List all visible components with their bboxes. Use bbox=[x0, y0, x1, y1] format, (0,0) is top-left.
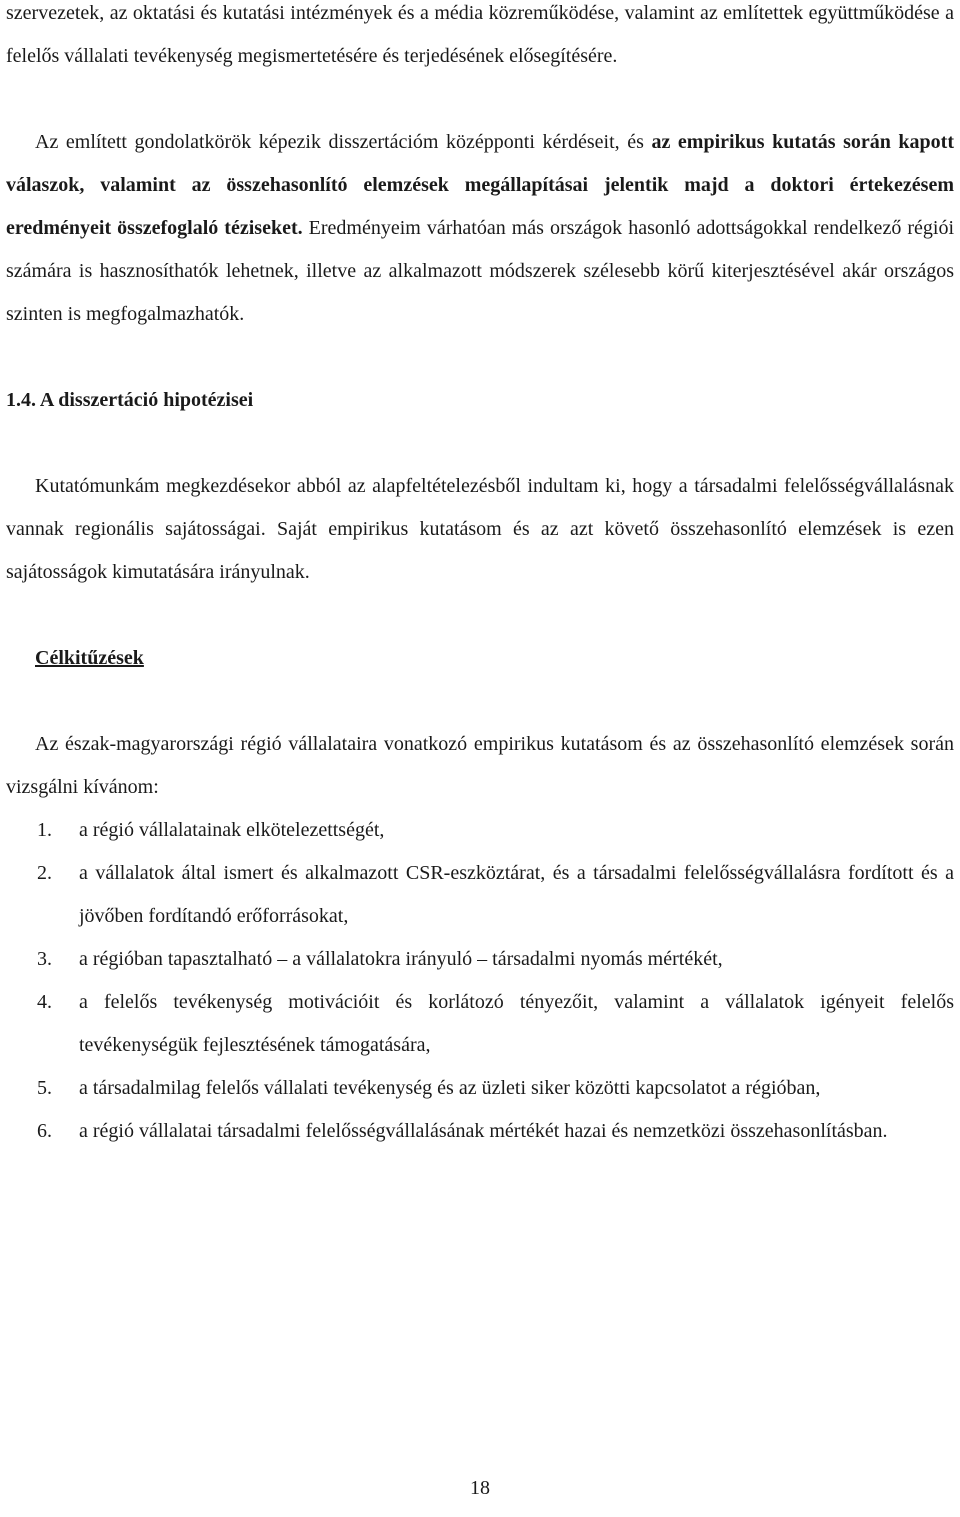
paragraph-hypothesis: Kutatómunkám megkezdésekor abból az alapfeltételezésből indultam ki, hogy a társadalmi felelősségvállalásnak vannak regionális sajátosságai. Saját empirikus kutatásom és az azt követő összehasonlító elemzések is ezen sajátosságok kimutatására irányulnak. bbox=[6, 475, 954, 583]
list-item-text: a felelős tevékenység motivációit és korlátozó tényezőit, valamint a vállalatok igényeit felelős tevékenységük fejlesztésének támogatására, bbox=[79, 991, 954, 1056]
paragraph-text-start: Az említett gondolatkörök képezik disszertációm középponti kérdéseit, és bbox=[35, 131, 652, 153]
list-item bbox=[6, 809, 954, 852]
list-item-text: a régió vállalatainak elkötelezettségét, bbox=[79, 819, 385, 841]
list-item-number: 1. bbox=[37, 819, 52, 841]
section-heading: 1.4. A disszertáció hipotézisei bbox=[6, 389, 254, 411]
list-item bbox=[6, 981, 954, 1067]
list-item-number: 6. bbox=[37, 1120, 52, 1142]
list-item-number: 3. bbox=[37, 948, 52, 970]
list-item bbox=[6, 938, 954, 981]
paragraph-bold-thesis: az empirikus kutatás során kapott válaszok, valamint az összehasonlító elemzések megállapításai jelentik majd a doktori értekezésem eredményeit összefoglaló téziseket. bbox=[6, 131, 954, 239]
list-item-text: a társadalmilag felelős vállalati tevékenység és az üzleti siker közötti kapcsolatot a régióban, bbox=[79, 1077, 821, 1099]
paragraph-research-summary bbox=[6, 121, 954, 336]
paragraph-intro-continuation: szervezetek, az oktatási és kutatási intézmények és a média közreműködése, valamint az említettek együttműködése a felelős vállalati tevékenység megismertetésére és terjedésének elősegítésére. bbox=[6, 2, 954, 67]
page-number: 18 bbox=[470, 1477, 490, 1499]
paragraph-objectives-intro: Az észak-magyarországi régió vállalataira vonatkozó empirikus kutatásom és az összehasonlító elemzések során vizsgálni kívánom: bbox=[6, 733, 954, 798]
subheading-objectives: Célkitűzések bbox=[35, 647, 144, 669]
list-item bbox=[6, 1110, 954, 1153]
objectives-list bbox=[6, 809, 954, 1153]
list-item bbox=[6, 1067, 954, 1110]
paragraph-text-end: Eredményeim várhatóan más országok hasonló adottságokkal rendelkező régiói számára is hasznosíthatók lehetnek, illetve az alkalmazott módszerek szélesebb körű kiterjesztésével akár országos szinten is megfogalmazhatók. bbox=[6, 217, 954, 325]
list-item-text: a vállalatok által ismert és alkalmazott CSR-eszköztárat, és a társadalmi felelősségvállalásra fordított és a jövőben fordítandó erőforrásokat, bbox=[79, 862, 954, 927]
list-item-text: a régió vállalatai társadalmi felelősségvállalásának mértékét hazai és nemzetközi összehasonlításban. bbox=[79, 1120, 888, 1142]
list-item-number: 4. bbox=[37, 991, 52, 1013]
list-item-number: 2. bbox=[37, 862, 52, 884]
list-item-number: 5. bbox=[37, 1077, 52, 1099]
list-item bbox=[6, 852, 954, 938]
list-item-text: a régióban tapasztalható – a vállalatokra irányuló – társadalmi nyomás mértékét, bbox=[79, 948, 723, 970]
